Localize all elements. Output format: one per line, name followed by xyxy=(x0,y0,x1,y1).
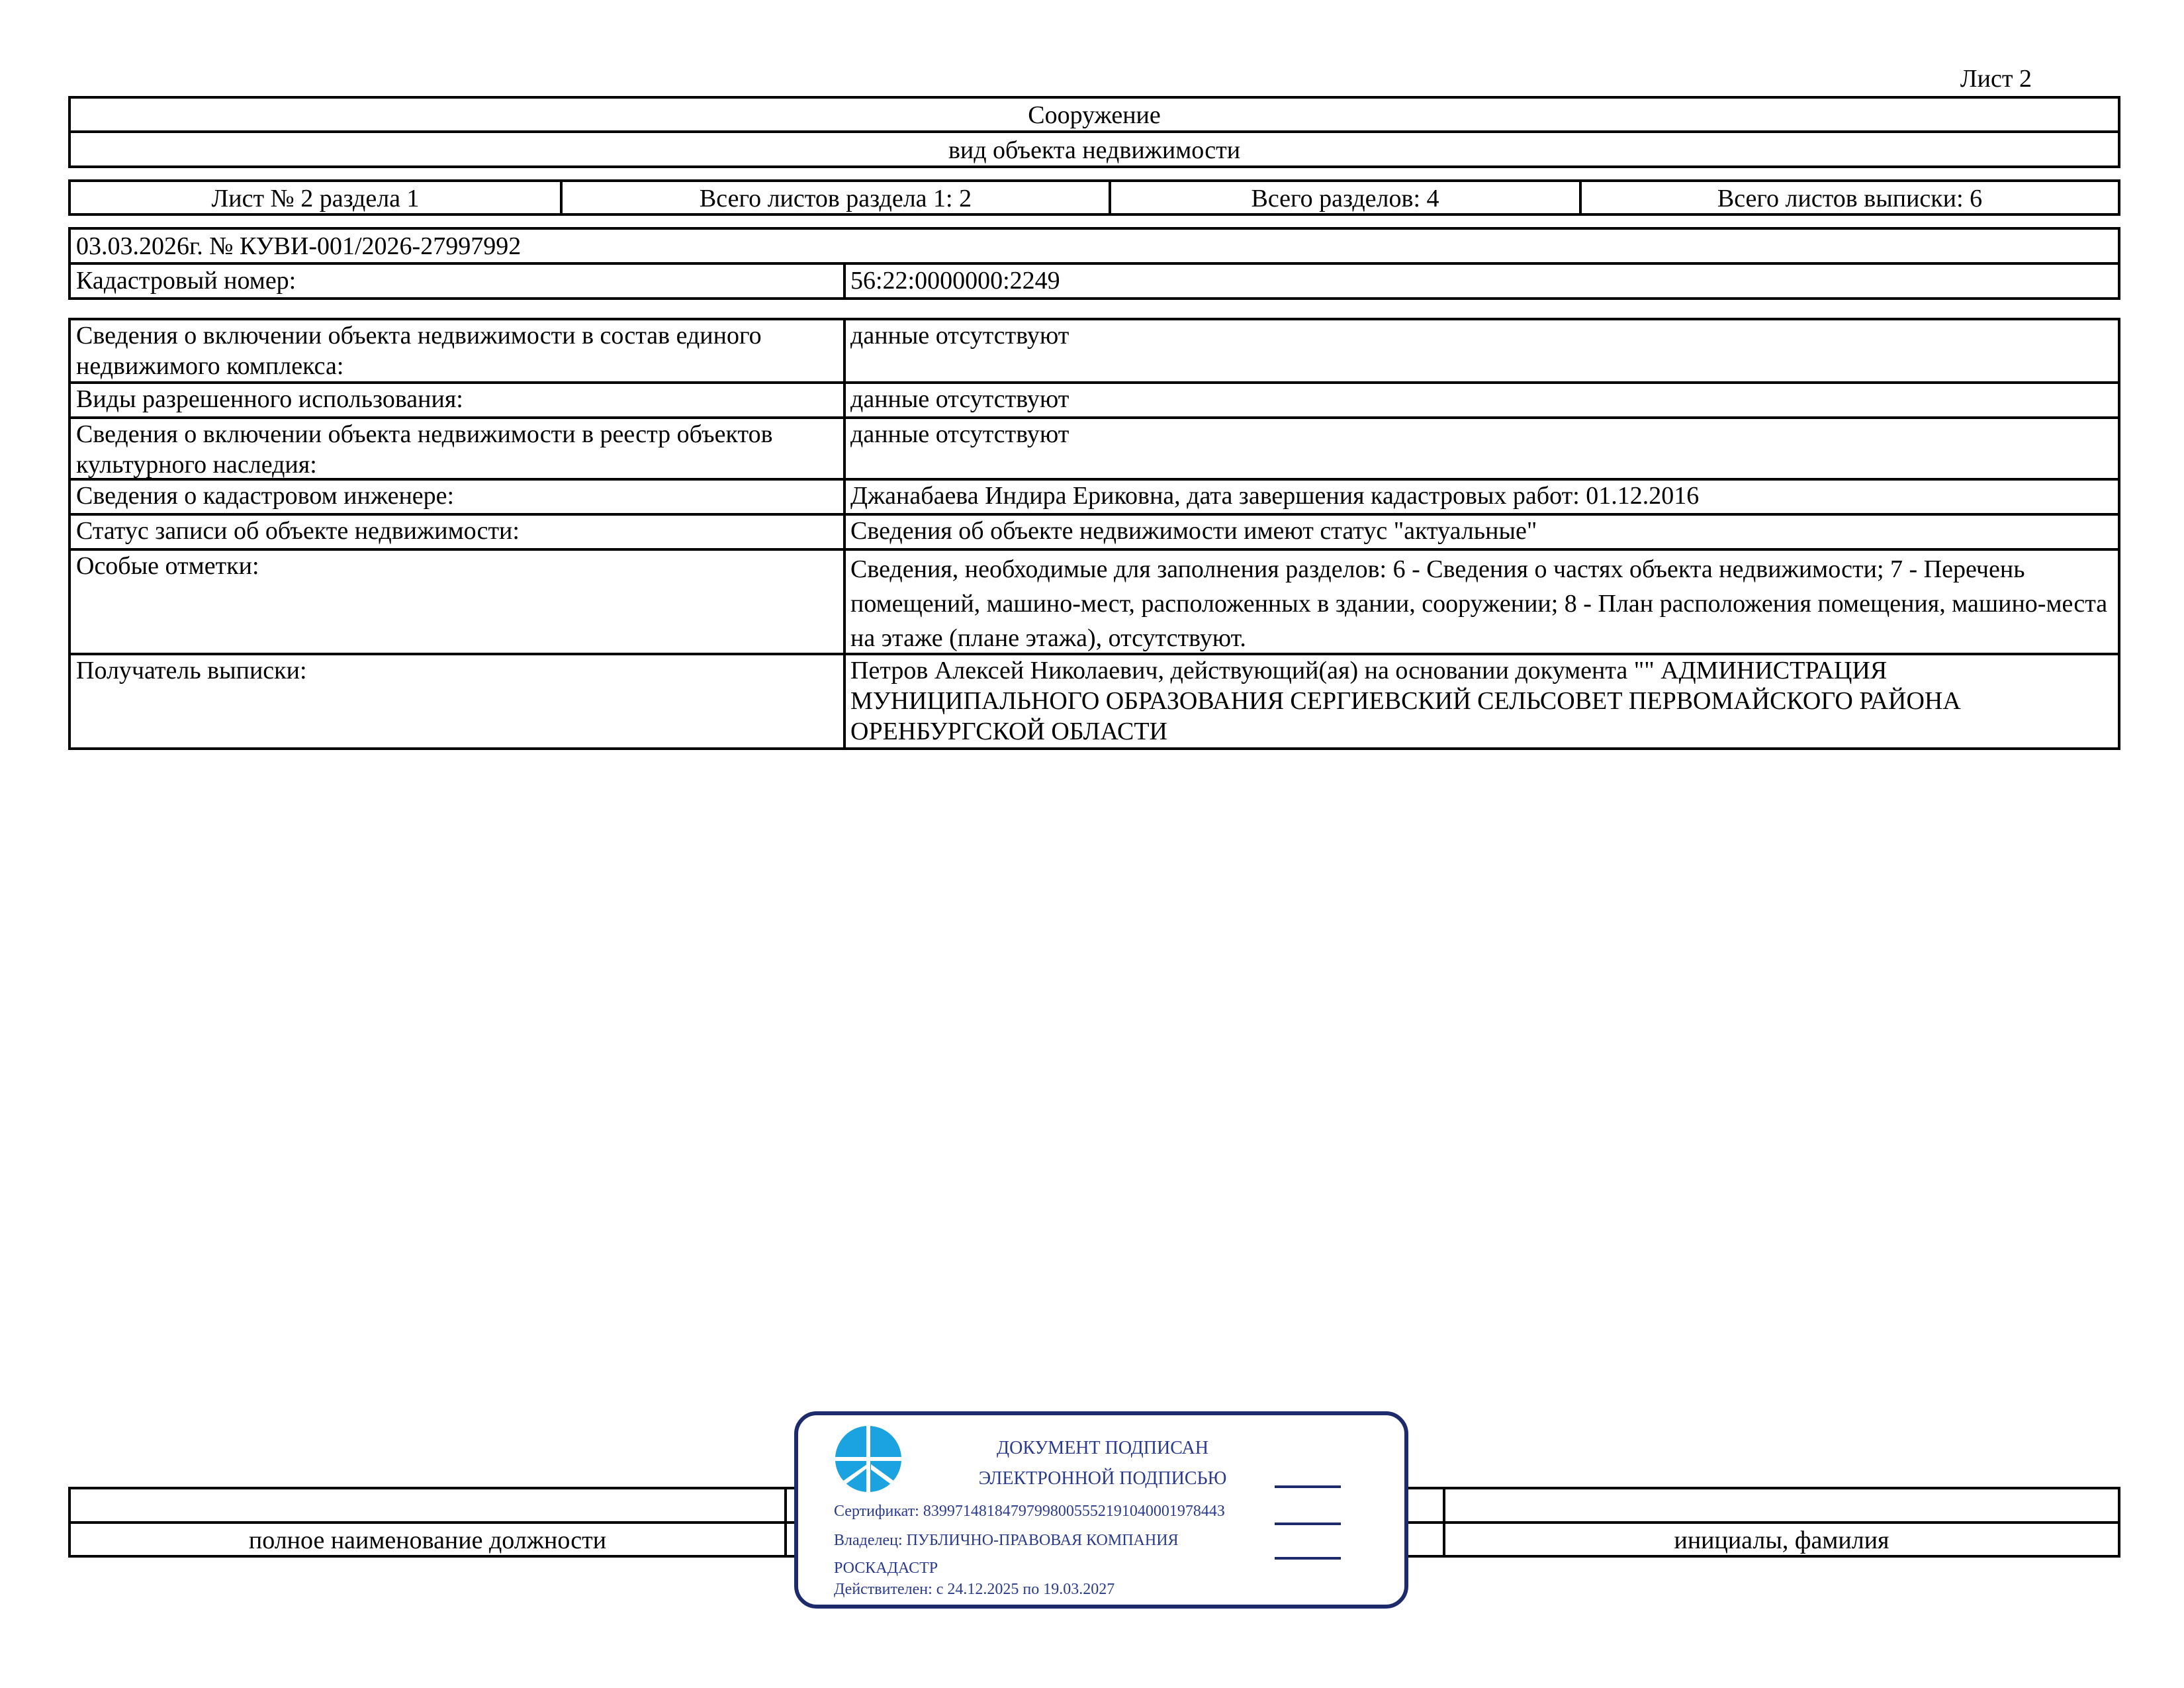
sections-total: Всего разделов: 4 xyxy=(1251,185,1439,212)
row-value-record-status: Сведения об объекте недвижимости имеют статус "актуальные" xyxy=(850,517,1537,545)
sheet-of-section: Лист № 2 раздела 1 xyxy=(211,185,420,212)
sheets-in-section: Всего листов раздела 1: 2 xyxy=(699,185,972,212)
row-value-permitted-use: данные отсутствуют xyxy=(850,385,1069,413)
cadastral-label: Кадастровый номер: xyxy=(76,267,296,295)
sheets-total: Всего листов выписки: 6 xyxy=(1717,185,1983,212)
stamp-owner-line1: Владелец: ПУБЛИЧНО-ПРАВОВАЯ КОМПАНИЯ xyxy=(834,1532,1179,1549)
stamp-title-line1: ДОКУМЕНТ ПОДПИСАН xyxy=(997,1438,1208,1458)
details-table xyxy=(68,318,2120,750)
name-caption: инициалы, фамилия xyxy=(1674,1526,1889,1554)
object-type-box xyxy=(68,96,2120,168)
row-label-cultural-heritage: Сведения о включении объекта недвижимости в реестр объектов культурного наследия: xyxy=(76,420,773,479)
info-row xyxy=(68,179,2120,216)
cadastral-value: 56:22:0000000:2249 xyxy=(850,267,1060,295)
electronic-signature-stamp xyxy=(794,1411,1408,1609)
row-label-cadastral-engineer: Сведения о кадастровом инженере: xyxy=(76,482,455,510)
row-divider xyxy=(71,548,2118,551)
row-value-cultural-heritage: данные отсутствуют xyxy=(850,420,1069,448)
position-caption: полное наименование должности xyxy=(248,1526,607,1554)
row-value-special-notes: Сведения, необходимые для заполнения разделов: 6 - Сведения о частях объекта недвижимости; 7 - Перечень помещений, машино-мест, расположенных в здании, сооружении; 8 - План расположения помещения, машино-места на этаже (плане этажа), отсутствуют. xyxy=(850,555,2108,652)
stamp-rule xyxy=(1275,1523,1341,1525)
object-type: Сооружение xyxy=(1028,101,1161,129)
stamp-title-line2: ЭЛЕКТРОННОЙ ПОДПИСЬЮ xyxy=(978,1468,1227,1489)
row-label-record-status: Статус записи об объекте недвижимости: xyxy=(76,517,520,545)
signature-column-divider xyxy=(784,1489,787,1555)
details-column-divider xyxy=(843,320,846,747)
doc-number-divider xyxy=(71,262,2118,265)
object-type-caption: вид объекта недвижимости xyxy=(948,136,1241,164)
row-value-recipient: Петров Алексей Николаевич, действующий(ая) на основании документа "" АДМИНИСТРАЦИЯ МУНИЦИПАЛЬНОГО ОБРАЗОВАНИЯ СЕРГИЕВСКИЙ СЕЛЬСОВЕТ ПЕРВОМАЙСКОГО РАЙОНА ОРЕНБУРГСКОЙ ОБЛАСТИ xyxy=(850,657,1961,745)
roskadastr-logo-icon xyxy=(834,1425,903,1493)
row-label-permitted-use: Виды разрешенного использования: xyxy=(76,385,463,413)
object-type-divider xyxy=(71,130,2118,133)
stamp-rule xyxy=(1275,1485,1341,1488)
doc-number-box xyxy=(68,227,2120,300)
sheet-label: Лист 2 xyxy=(1960,65,2032,93)
stamp-certificate: Сертификат: 8399714818479799800555219104000197844З xyxy=(834,1503,1225,1520)
cadastral-divider xyxy=(843,262,846,297)
row-label-recipient: Получатель выписки: xyxy=(76,657,307,684)
row-label-unified-complex: Сведения о включении объекта недвижимости в состав единого недвижимого комплекса: xyxy=(76,322,762,380)
stamp-rule xyxy=(1275,1557,1341,1560)
stamp-owner-line2: РОСКАДАСТР xyxy=(834,1560,938,1577)
doc-number: 03.03.2026г. № КУВИ-001/2026-27997992 xyxy=(76,232,522,260)
row-value-cadastral-engineer: Джанабаева Индира Ериковна, дата завершения кадастровых работ: 01.12.2016 xyxy=(850,482,1700,510)
row-label-special-notes: Особые отметки: xyxy=(76,552,259,580)
stamp-validity: Действителен: с 24.12.2025 по 19.03.2027 xyxy=(834,1581,1115,1598)
row-value-unified-complex: данные отсутствуют xyxy=(850,322,1069,350)
